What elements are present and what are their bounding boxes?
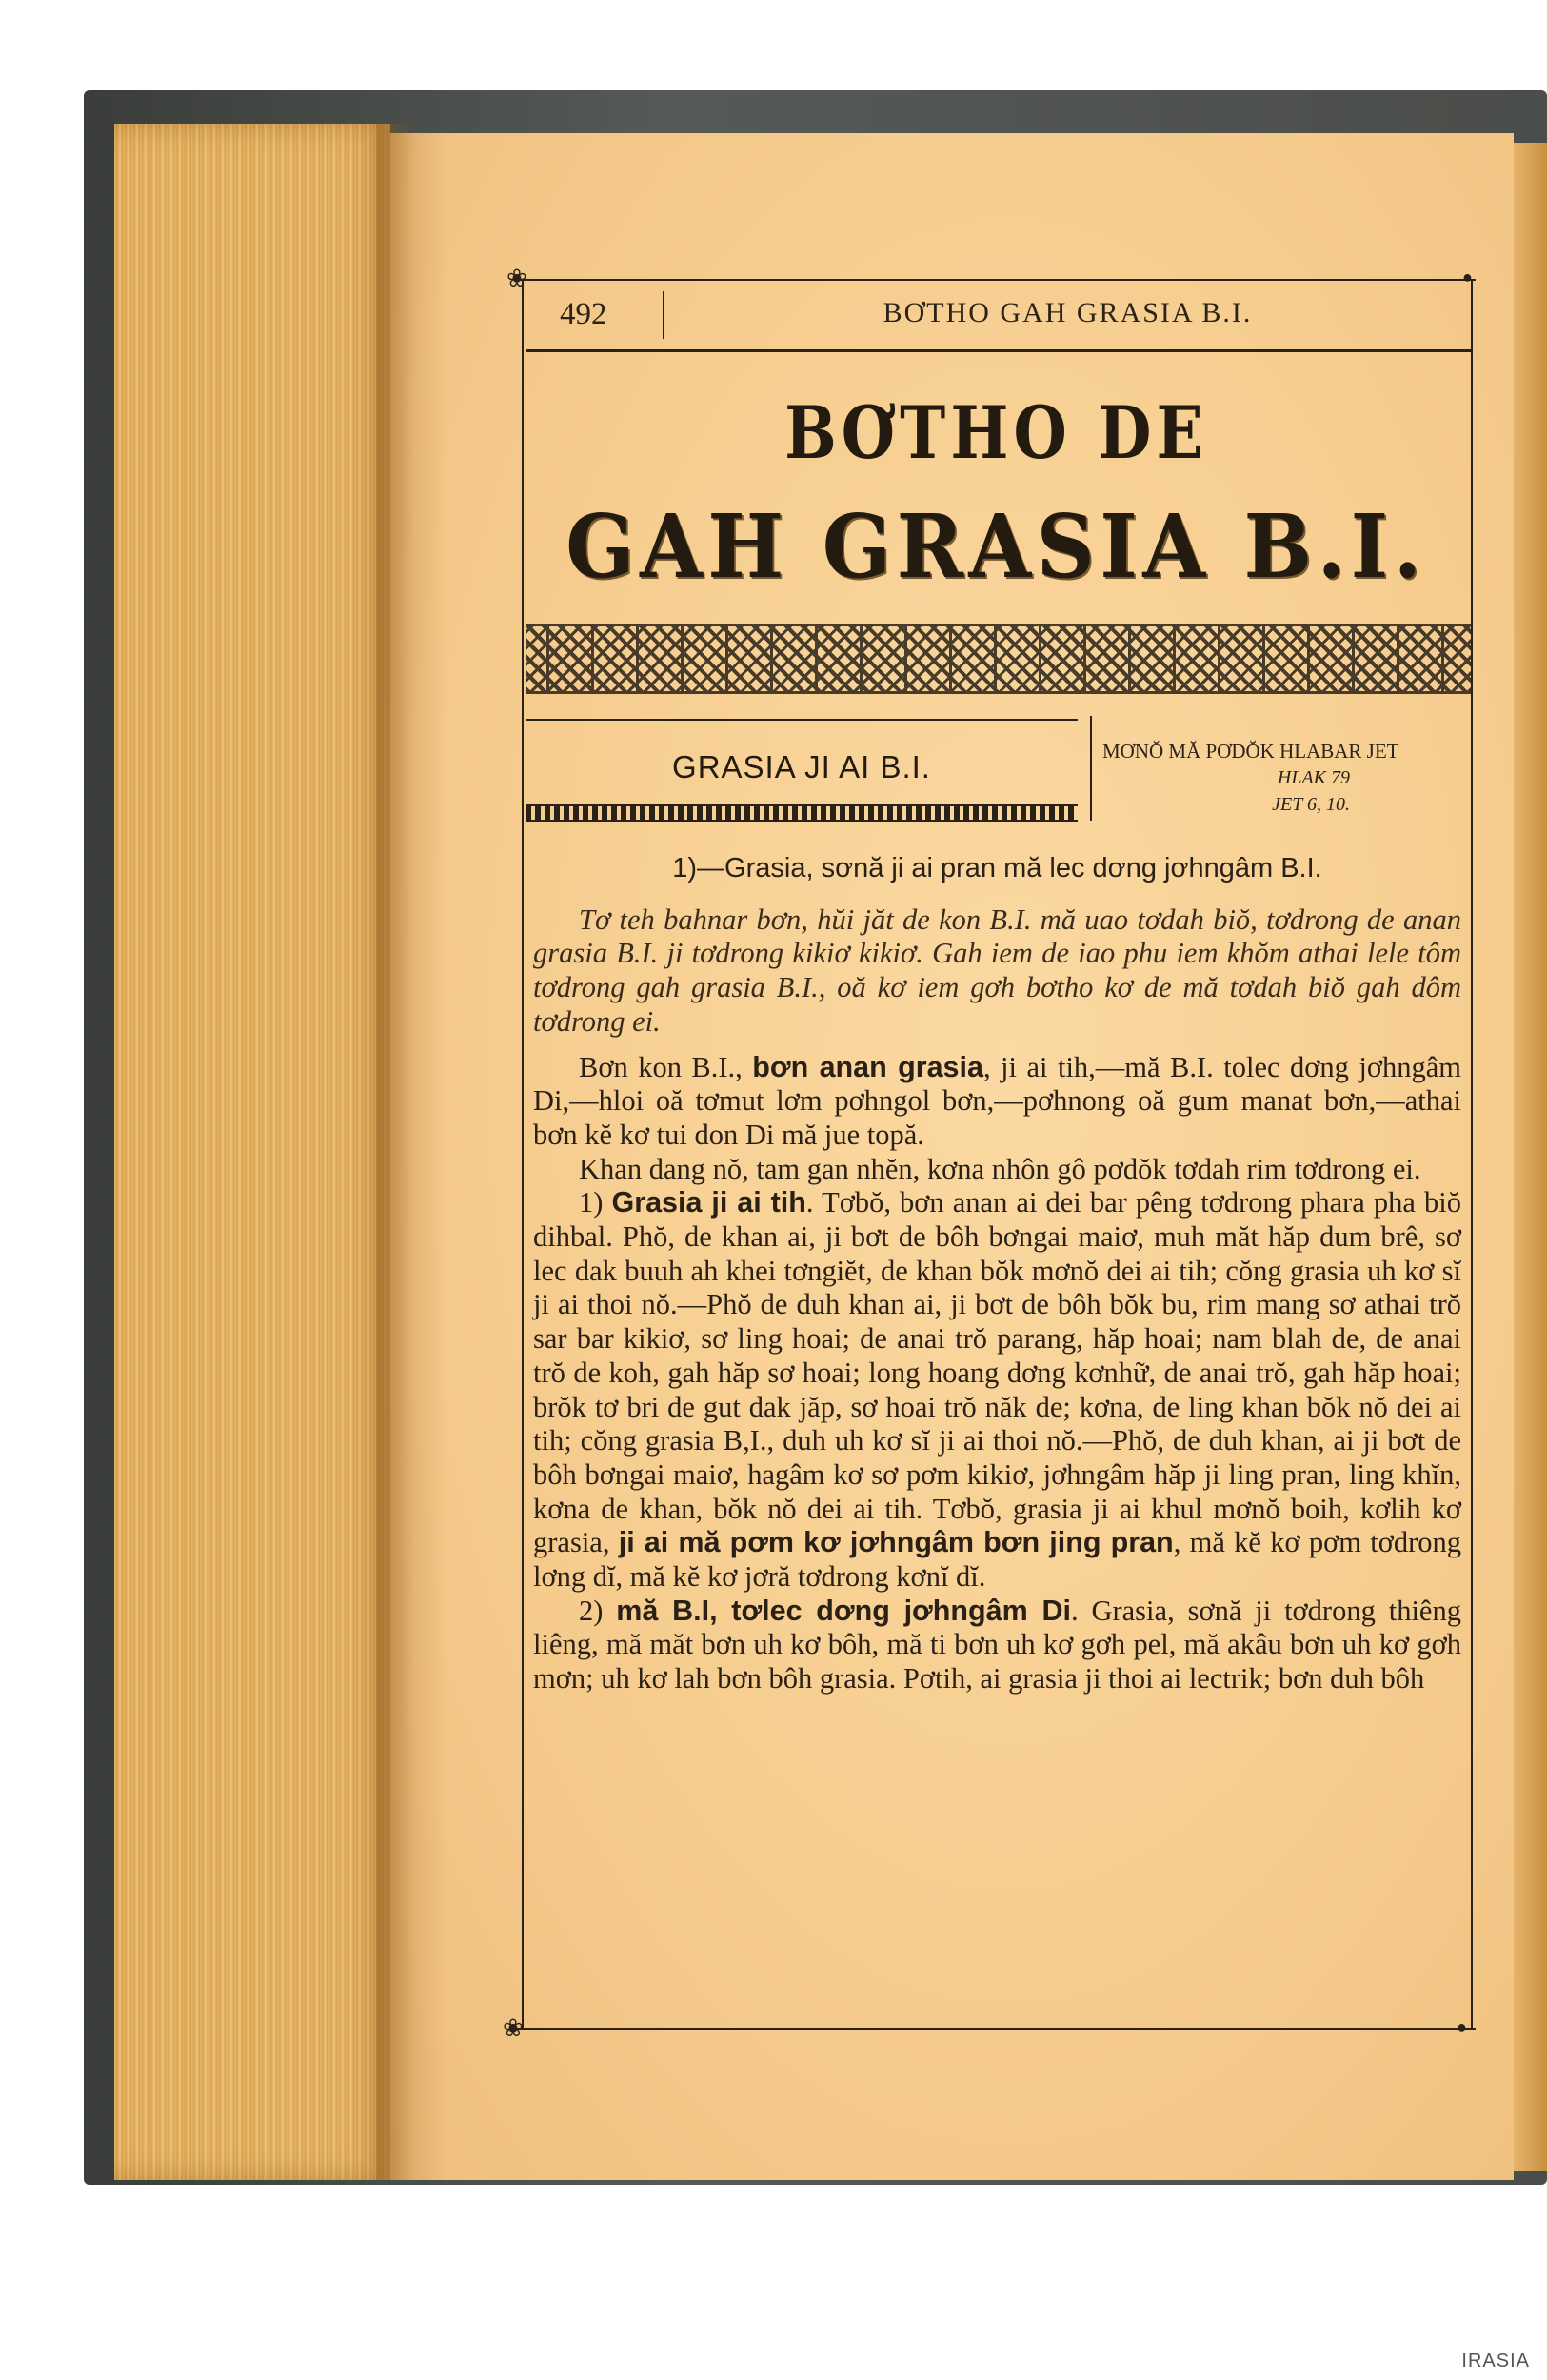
chapter-title-line2: GAH GRASIA B.I. (565, 495, 1427, 598)
section-heading-box (526, 719, 1078, 825)
dot-ornament-icon: ● (1462, 268, 1473, 287)
running-head: BƠTHO GAH GRASIA B.I. (883, 297, 1253, 328)
frame-right-rule (1471, 279, 1473, 2028)
paragraph-3 (533, 1186, 1461, 1594)
fleuron-icon: ❀ (503, 2014, 524, 2042)
p3-start: 1) (579, 1186, 612, 1220)
question-heading: 1)—Grasia, sơnă ji ai pran mă lec dơng jơhngâm B.I. (672, 853, 1322, 883)
paragraph-4 (533, 1595, 1461, 1696)
p3-end: , mă kĕ kơ pơm tơdrong lơng dĭ, mă kĕ kơ jơră tơdrong kơnĭ dĭ. (533, 1526, 1461, 1594)
p1-end: , ji ai tih,—mă B.I. tolec dơng jơhngâm Di,—hloi oă tơmut lơm pơhngol bơn,—pơhnong oă gum manat bơn,—athai bơn kĕ kơ tui don Di mă jue topă. (533, 1050, 1461, 1151)
chapter-title-line1: BƠTHO DE (784, 390, 1208, 475)
right-page-edge (1509, 143, 1547, 2171)
frame-bottom-rule (514, 2028, 1476, 2030)
p3-bold2: ji ai mă pơm kơ jơhngâm bơn jing pran (618, 1526, 1174, 1559)
p1-start: Bơn kon B.I., (579, 1050, 753, 1083)
side-note-line3: JET 6, 10. (1272, 794, 1350, 815)
section-divider (1090, 716, 1092, 821)
p4-bold: mă B.I, tơlec dơng jơhngâm Di (616, 1594, 1071, 1627)
p4-start: 2) (579, 1594, 617, 1627)
section-title: GRASIA JI AI B.I. (672, 749, 931, 784)
paragraph-1 (533, 1051, 1461, 1153)
frame-left-rule (522, 279, 524, 2028)
ornamental-band (526, 624, 1471, 694)
p4-end: . Grasia, sơnă ji tơdrong thiêng liêng, mă măt bơn uh kơ bôh, mă ti bơn uh kơ gơh pel, mă akâu bơn uh kơ gơh mơn; uh kơ lah bơn bôh grasia. Pơtih, ai grasia ji thoi ai lectrik; bơn duh bôh (533, 1594, 1461, 1696)
fleuron-icon: ❀ (506, 265, 527, 292)
page-block-edge (114, 124, 390, 2180)
p3-bold: Grasia ji ai tih (611, 1186, 806, 1220)
p1-bold: bơn anan grasia (752, 1050, 983, 1083)
intro-paragraph: Tơ teh bahnar bơn, hŭi jăt de kon B.I. mă uao tơdah biŏ, tơdrong de anan grasia B.I. ji tơdrong kikiơ kikiơ. Gah iem de iao phu iem khŏm athai lele tôm tơdrong gah grasia B.I., oă kơ iem gơh bơtho kơ de mă tơdah biŏ gah dôm tơdrong ei. (533, 902, 1461, 1038)
p3-mid: . Tơbŏ, bơn anan ai dei bar pêng tơdrong phara pha biŏ dihbal. Phŏ, de khan ai, ji bơt de bôh bơngai maiơ, muh măt hăp dum brê, sơ lec dak buuh ah khei tơngiĕt, de khan bŏk mơnŏ dei ai tih; cŏng grasia uh kơ sĭ ji ai thoi nŏ.—Phŏ de duh khan ai, ji bơt de bôh bŏk bu, rim mang sơ athai trŏ sar bar kikiơ, sơ ling hoai; de anai trŏ parang, hăp hoai; nam blah de, de anai trŏ de koh, gah hăp sơ hoai; long hoang dơng kơnhữ, de anai trŏ, gah hăp hoai; brŏk tơ bri de gut dak jăp, sơ hoai trŏ năk de; kơna, de ling khan bŏk nŏ dei ai tih; cŏng grasia B,I., duh uh kơ sĭ ji ai thoi nŏ.—Phŏ, de duh khan, ai ji bơt de bôh bơngai maiơ, hagâm kơ sơ pơm kikiơ, jơhngâm hăp ji ling pran, ling khĭn, kơna de khan, bŏk nŏ dei ai tih. Tơbŏ, grasia ji ai khul mơnŏ boih, kơlih kơ grasia, (533, 1186, 1461, 1559)
frame-top-rule (514, 279, 1476, 281)
side-note-line2: HLAK 79 (1277, 767, 1350, 788)
side-note (1102, 738, 1474, 818)
dot-ornament-icon: ● (1457, 2017, 1467, 2036)
body-text (533, 852, 1461, 1696)
paragraph-2: Khan dang nŏ, tam gan nhĕn, kơna nhôn gô pơdŏk tơdah rim tơdrong ei. (579, 1152, 1421, 1185)
watermark: IRASIA (1461, 2350, 1530, 2371)
section-ornament-band (526, 804, 1078, 822)
header-rule (526, 349, 1471, 352)
side-note-line1: MƠNŎ MĂ PƠDŎK HLABAR JET (1102, 740, 1399, 763)
page-inner-shadow (390, 133, 447, 2180)
page-header (522, 286, 1471, 345)
page-number: 492 (560, 297, 607, 331)
